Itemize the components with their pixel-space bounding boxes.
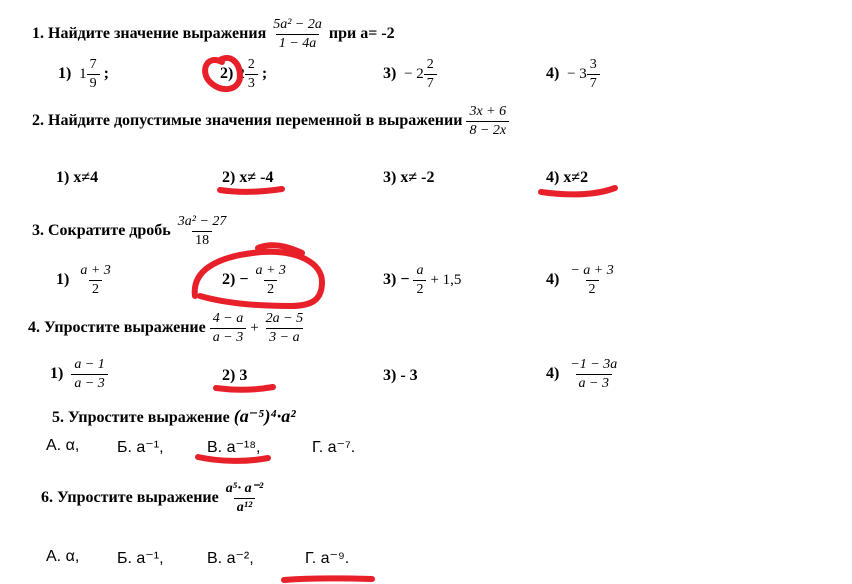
q2-option-2: 2) x≠ -4 <box>222 169 274 186</box>
question-6 <box>41 480 266 517</box>
q5-option-c: В. a⁻¹⁸, <box>207 439 261 456</box>
q3-option-3: 3) − $\frac{a}{2}$ + 1,5 <box>383 263 462 297</box>
question-1-expression: $\frac{\text{5a² − 2a}}{1 - 4a}$ <box>273 17 322 51</box>
question-3 <box>32 213 229 250</box>
q2-option-3: 3) x≠ -2 <box>383 169 435 186</box>
q5-underline-mark <box>198 457 268 461</box>
q4-option-4: 4) $\frac{-1 - 3a}{a - 3}$ <box>546 357 618 391</box>
question-6-label: 6. Упростите выражение <box>41 489 219 507</box>
question-5-expression: (a⁻⁵)⁴·a² <box>233 406 296 426</box>
q3-option-2: 2) − $\frac{a + 3}{2}$ <box>222 263 286 297</box>
question-1 <box>32 16 395 53</box>
q4-option-3: 3) - 3 <box>383 367 418 384</box>
q6-option-b: Б. a⁻¹, <box>117 550 164 567</box>
q1-option-2: 2) 2 $\frac{2}{3}$ ; <box>220 57 268 91</box>
question-6-expression: $\frac{\text{a⁵· a⁻²}}{\text{a¹²}}$ <box>225 481 264 515</box>
q5-option-d: Г. a⁻⁷. <box>312 439 356 456</box>
q1-option-4: 4) − 3 $\frac{3}{7}$ <box>546 56 600 93</box>
question-4-label: 4. Упростите выражение <box>28 319 206 337</box>
question-5-label: 5. Упростите выражение <box>52 409 230 426</box>
question-3-label: 3. Сократите дробь <box>32 222 171 240</box>
q6-option-a: А. α, <box>46 548 80 565</box>
q4-underline-mark <box>216 387 273 390</box>
q2-underline-mark-2 <box>541 188 615 194</box>
q2-option-4: 4) x≠2 <box>546 169 589 186</box>
q2-option-1: 1) x≠4 <box>56 169 99 186</box>
question-1-condition: при a= -2 <box>328 25 395 43</box>
q6-underline-mark <box>284 578 372 580</box>
question-4: 4. Упростите выражение $\frac{4 - a}{a - 3}$ + $\frac{2a - 5}{3 - a}$ <box>28 311 304 345</box>
q4-option-1: 1) $\frac{a - 1}{a - 3}$ <box>50 356 108 393</box>
q1-option-1: 1) 1 $\frac{7}{9}$ ; <box>58 57 109 91</box>
q4-option-2: 2) 3 <box>222 367 248 384</box>
q3-option-4: 4) $\frac{- a + 3}{2}$ <box>546 263 614 297</box>
question-1-label: 1. Найдите значение выражения <box>32 25 267 43</box>
q6-option-d: Г. a⁻⁹. <box>305 550 350 567</box>
question-5 <box>52 406 296 427</box>
q3-option-1: 1) $\frac{a + 3}{2}$ <box>56 263 111 297</box>
q1-option-3: 3) − 2 $\frac{2}{7}$ <box>383 56 437 93</box>
q5-option-b: Б. a⁻¹, <box>117 439 164 456</box>
question-2 <box>32 103 509 140</box>
q5-option-a: А. α, <box>46 437 80 454</box>
q6-option-c: В. a⁻², <box>207 550 254 567</box>
question-2-label: 2. Найдите допустимые значения переменной в выражении <box>32 112 463 130</box>
q2-underline-mark <box>220 189 282 192</box>
question-3-expression: $\frac{\text{3a² − 27}}{18}$ <box>177 214 227 248</box>
question-2-expression: $\frac{3x + 6}{8 - 2x}$ <box>466 103 509 140</box>
